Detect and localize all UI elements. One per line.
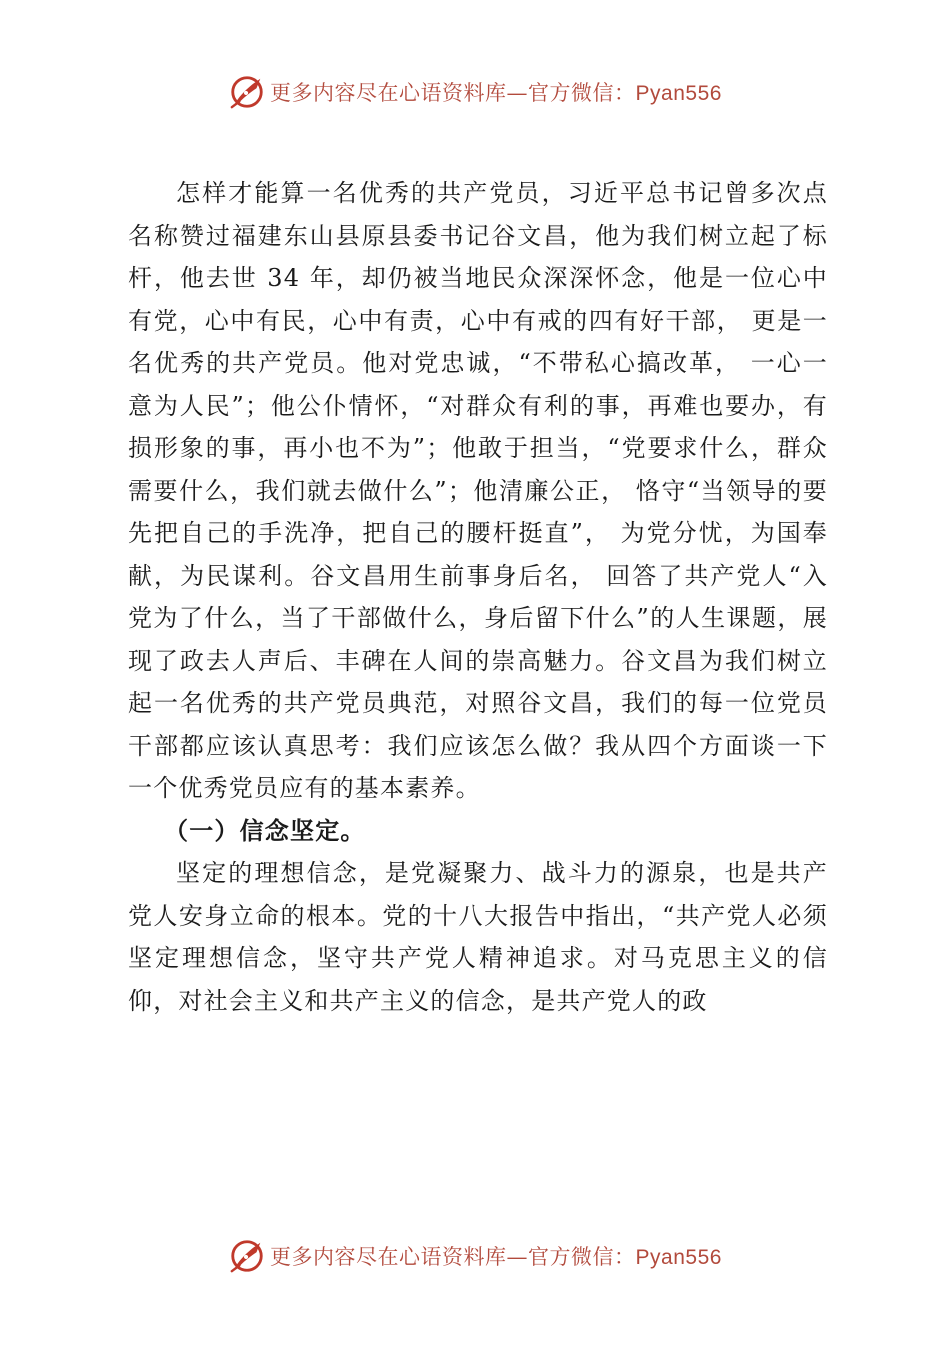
- section-heading: （一）信念坚定。: [164, 815, 366, 845]
- wechat-id: Pyan556: [635, 82, 722, 105]
- pen-nib-logo-icon: [228, 1237, 266, 1275]
- document-body: [128, 172, 828, 1022]
- paragraph-belief: 坚定的理想信念，是党凝聚力、战斗力的源泉，也是共产党人安身立命的根本。党的十八大报告中指出，“共产党人必须坚定理想信念，坚守共产党人精神追求。对马克思主义的信仰，对社会主义和共产主义的信念，是共产党人的政: [128, 859, 828, 1015]
- paragraph-intro: 怎样才能算一名优秀的共产党员，习近平总书记曾多次点名称赞过福建东山县原县委书记谷文昌，他为我们树立起了标杆，他去世 34 年，却仍被当地民众深深怀念，他是一位心中有党，心中有民，心中有责，心中有戒的四有好干部， 更是一名优秀的共产党员。他对党忠诚，“不带私心搞改革， 一心一意为人民”；他公仆情怀，“对群众有利的事，再难也要办，有损形象的事，再小也不为”；他敢于担当，“党要求什么，群众需要什么，我们就去做什么”；他清廉公正， 恪守“当领导的要先把自己的手洗净，把自己的腰杆挺直”， 为党分忧，为国奉献，为民谋利。谷文昌用生前事身后名， 回答了共产党人“入党为了什么，当了干部做什么，身后留下什么”的人生课题，展现了政去人声后、丰碑在人间的崇高魅力。谷文昌为我们树立起一名优秀的共产党员典范，对照谷文昌，我们的每一位党员干部都应该认真思考：我们应该怎么做？我从四个方面谈一下一个优秀党员应有的基本素养。: [128, 179, 828, 802]
- banner-text: 更多内容尽在心语资料库—官方微信：Pyan556: [270, 81, 722, 105]
- wechat-id: Pyan556: [635, 1246, 722, 1269]
- footer-banner: [0, 1236, 950, 1276]
- pen-nib-logo-icon: [228, 73, 266, 111]
- header-banner: [0, 72, 950, 112]
- banner-text: 更多内容尽在心语资料库—官方微信：Pyan556: [270, 1245, 722, 1269]
